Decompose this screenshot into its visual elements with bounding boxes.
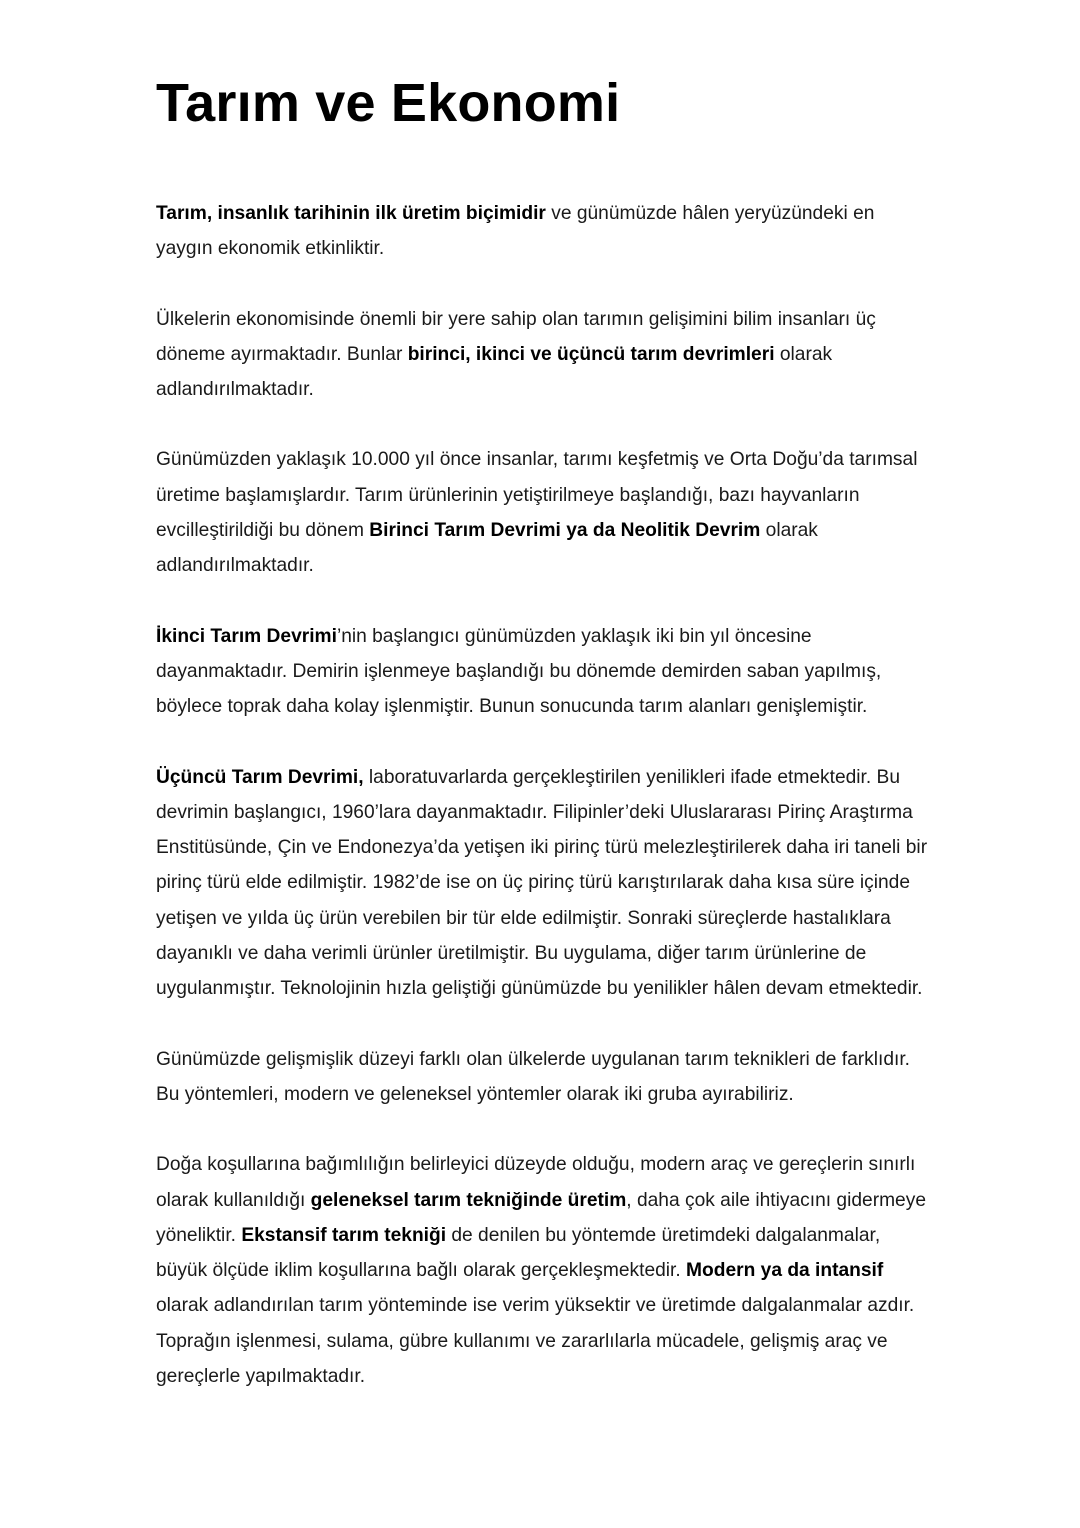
bold-phrase: Birinci Tarım Devrimi ya da Neolitik Devrim bbox=[369, 520, 761, 542]
bold-phrase: Tarım, insanlık tarihinin ilk üretim biçimidir bbox=[156, 203, 546, 224]
paragraph-first-revolution bbox=[156, 442, 930, 583]
bold-phrase: İkinci Tarım Devrimi bbox=[156, 625, 337, 647]
text-run: olarak adlandırılan tarım yönteminde ise verim yüksektir ve üretimde dalgalanmalar azdır. Toprağın işlenmesi, sulama, gübre kullanımı ve zararlılarla mücadele, gelişmiş araç ve gereçlerle yapılmaktadır. bbox=[156, 1295, 915, 1388]
text-run: laboratuvarlarda gerçekleştirilen yenilikleri ifade etmektedir. Bu devrimin başlangıcı, 1960’lara dayanmaktadır. Filipinler’deki Uluslararası Pirinç Araştırma Enstitüsünde, Çin ve Endonezya’da yetişen iki pirinç türü melezleştirilerek daha iri taneli bir pirinç türü elde edilmiştir. 1982’de ise on üç pirinç türü karıştırılarak daha kısa süre içinde yetişen ve yılda üç ürün verebilen bir tür elde edilmiştir. Sonraki süreçlerde hastalıklara dayanıklı ve daha verimli ürünler üretilmiştir. Bu uygulama, diğer tarım ürünlerine de uygulanmıştır. Teknolojinin hızla geliştiği günümüzde bu yenilikler hâlen devam etmektedir. bbox=[156, 766, 928, 1000]
text-run: olarak adlandırılmaktadır. bbox=[156, 520, 818, 577]
bold-phrase: Modern ya da intansif bbox=[686, 1260, 884, 1282]
text-run: olarak adlandırılmaktadır. bbox=[156, 343, 833, 401]
paragraph-revolutions bbox=[156, 302, 930, 408]
bold-phrase: Üçüncü Tarım Devrimi, bbox=[156, 766, 364, 788]
text-run: Günümüzde gelişmişlik düzeyi farklı olan ülkelerde uygulanan tarım teknikleri de farklıdır. Bu yöntemleri, modern ve geleneksel yöntemler olarak iki gruba ayırabiliriz. bbox=[156, 1048, 910, 1105]
paragraph-intro bbox=[156, 196, 930, 267]
text-run: Doğa koşullarına bağımlılığın belirleyici düzeyde olduğu, modern araç ve gereçlerin sınırlı olarak kullanıldığı bbox=[156, 1154, 916, 1211]
document-body bbox=[156, 196, 930, 1394]
text-run: Ülkelerin ekonomisinde önemli bir yere sahip olan tarımın gelişimini bilim insanları üç döneme ayırmaktadır. Bunlar bbox=[156, 308, 876, 365]
bold-phrase: birinci, ikinci ve üçüncü tarım devrimleri bbox=[407, 343, 775, 365]
text-run: ’nin başlangıcı günümüzden yaklaşık iki bin yıl öncesine dayanmaktadır. Demirin işlenmeye başlandığı bu dönemde demirden saban yapılmış, böylece toprak daha kolay işlenmiştir. Bunun sonucunda tarım alanları genişlemiştir. bbox=[156, 625, 882, 718]
text-run: ve günümüzde hâlen yeryüzündeki en yaygın ekonomik etkinliktir. bbox=[156, 203, 875, 260]
text-run: Günümüzden yaklaşık 10.000 yıl önce insanlar, tarımı keşfetmiş ve Orta Doğu’da tarımsal üretime başlamışlardır. Tarım ürünlerinin yetiştirilmeye başlandığı, bazı hayvanların evcilleştirildiği bu dönem bbox=[156, 449, 918, 542]
text-run: , daha çok aile ihtiyacını gidermeye yöneliktir. bbox=[156, 1189, 926, 1246]
paragraph-second-revolution bbox=[156, 619, 930, 725]
paragraph-third-revolution bbox=[156, 760, 930, 1007]
bold-phrase: Ekstansif tarım tekniği bbox=[241, 1224, 447, 1246]
paragraph-traditional-modern bbox=[156, 1147, 930, 1394]
bold-phrase: geleneksel tarım tekniğinde üretim bbox=[310, 1189, 627, 1211]
page-title: Tarım ve Ekonomi bbox=[156, 73, 621, 133]
paragraph-techniques bbox=[156, 1042, 930, 1113]
text-run: de denilen bu yöntemde üretimdeki dalgalanmalar, büyük ölçüde iklim koşullarına bağlı olarak gerçekleşmektedir. bbox=[156, 1224, 881, 1282]
